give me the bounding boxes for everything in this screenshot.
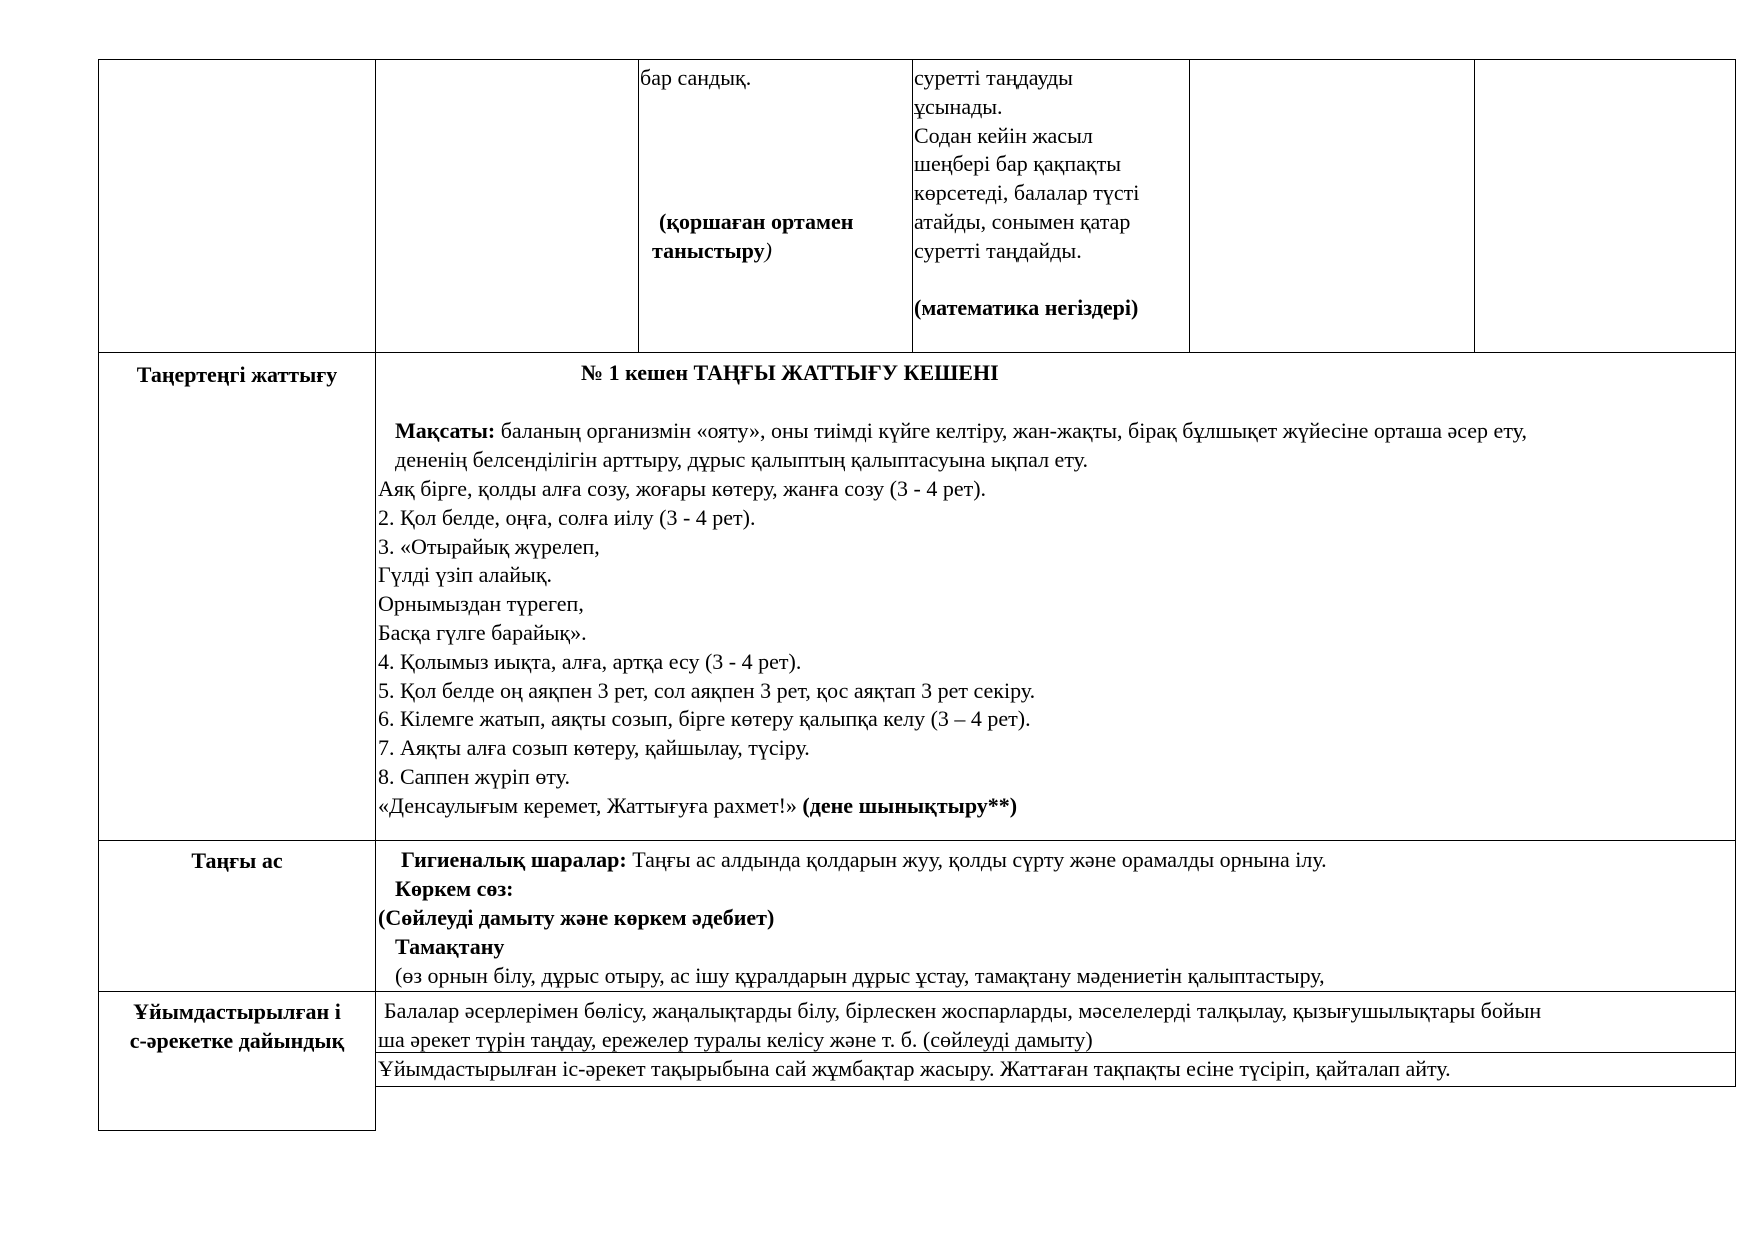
goal-text: баланың организмін «ояту», оны тиімді күйге келтіру, жан-жақты, бірақ бұлшықет жүйесіне орташа әсер ету,	[495, 418, 1527, 443]
col3-tag-line2: таныстыру	[652, 238, 765, 263]
exercise-last-tag: (дене шынықтыру**)	[802, 792, 1018, 818]
col3-tag-paren: )	[764, 238, 772, 263]
goal-label: Мақсаты:	[395, 418, 496, 443]
top-row-col2-cell	[375, 59, 639, 353]
top-row-col5-cell	[1189, 59, 1475, 353]
goal-text-2: дененің белсенділігін арттыру, дұрыс қалыптың қалыптасуына ықпал ету.	[395, 447, 1088, 472]
col4-line: атайды, сонымен қатар	[914, 208, 1131, 234]
hygiene-label: Гигиеналық шаралар:	[401, 847, 627, 872]
top-row-col6-cell	[1474, 59, 1736, 353]
exercise-label: Таңертеңгі жаттығу	[136, 362, 338, 387]
exercise-line: 5. Қол белде оң аяқпен 3 рет, сол аяқпен 3 рет, қос аяқтап 3 рет секіру.	[378, 677, 1036, 703]
prep-content-cell-top	[375, 991, 1736, 1053]
breakfast-label-cell	[98, 840, 376, 992]
exercise-line: Гүлді үзіп алайық.	[378, 562, 553, 588]
breakfast-content-cell	[375, 840, 1736, 992]
col4-line: көрсетеді, балалар түсті	[914, 180, 1140, 206]
col4-line: Содан кейін жасыл	[914, 122, 1093, 148]
col4-line: суретті таңдайды.	[914, 237, 1082, 263]
eating-text: (өз орнын білу, дұрыс отыру, ас ішу құралдарын дұрыс ұстау, тамақтану мәдениетін қалыптастыру,	[395, 963, 1325, 988]
exercise-line: Орнымыздан түрегеп,	[378, 591, 584, 617]
hygiene-text: Таңғы ас алдында қолдарын жуу, қолды сүрту және орамалды орнына ілу.	[626, 847, 1327, 872]
exercise-line: 6. Кілемге жатып, аяқты созып, бірге көтеру қалыпқа келу (3 – 4 рет).	[378, 706, 1031, 732]
exercise-heading: № 1 кешен ТАҢҒЫ ЖАТТЫҒУ КЕШЕНІ	[581, 360, 999, 385]
top-row-col3-cell	[638, 59, 913, 353]
art-word-label: Көркем сөз:	[395, 876, 514, 901]
col4-tag: (математика негіздері)	[914, 295, 1139, 320]
prep-content-cell-bottom	[375, 1052, 1736, 1087]
col4-line: шеңбері бар қақпақты	[914, 151, 1121, 177]
prep-line-3: Ұйымдастырылған іс-әрекет тақырыбына сай жұмбақтар жасыру. Жаттаған тақпақты есіне түсіріп, қайталап айту.	[378, 1056, 1451, 1081]
exercise-line: 7. Аяқты алға созып көтеру, қайшылау, түсіру.	[378, 735, 810, 761]
col4-line: ұсынады.	[914, 93, 1003, 119]
eating-label: Тамақтану	[395, 934, 505, 959]
col3-tag-line1: (қоршаған ортамен	[659, 209, 854, 234]
breakfast-label: Таңғы ас	[191, 848, 283, 873]
exercise-line: 3. «Отырайық жүрелеп,	[378, 533, 600, 559]
exercise-content-cell	[375, 352, 1736, 841]
prep-label-line2: с-әрекетке дайындық	[129, 1028, 345, 1053]
exercise-line: 4. Қолымыз иықта, алға, артқа есу (3 - 4 рет).	[378, 648, 802, 674]
prep-label-line1: Ұйымдастырылған і	[133, 999, 341, 1024]
exercise-line: 8. Саппен жүріп өту.	[378, 763, 570, 789]
top-row-col4-cell	[912, 59, 1190, 353]
exercise-line: 2. Қол белде, оңға, солға иілу (3 - 4 рет).	[378, 504, 756, 530]
top-row-label-cell	[98, 59, 376, 353]
col4-line: суретті таңдауды	[914, 65, 1073, 90]
prep-label-cell	[98, 991, 376, 1131]
prep-line-2: ша әрекет түрін таңдау, ережелер туралы келісу және т. б. (сөйлеуді дамыту)	[378, 1027, 1093, 1052]
exercise-label-cell	[98, 352, 376, 841]
prep-line-1: Балалар әсерлерімен бөлісу, жаңалықтарды білу, бірлескен жоспарларды, мәселелерді талқылау, қызығушылықтары бойын	[384, 998, 1542, 1023]
exercise-last-line: «Денсаулығым керемет, Жаттығуға рахмет!»	[378, 792, 803, 818]
speech-tag: (Сөйлеуді дамыту және көркем әдебиет)	[378, 905, 775, 930]
exercise-line: Басқа гүлге барайық».	[378, 619, 587, 645]
exercise-line: Аяқ бірге, қолды алға созу, жоғары көтеру, жанға созу (3 - 4 рет).	[378, 476, 987, 501]
col3-text: бар сандық.	[640, 65, 752, 90]
